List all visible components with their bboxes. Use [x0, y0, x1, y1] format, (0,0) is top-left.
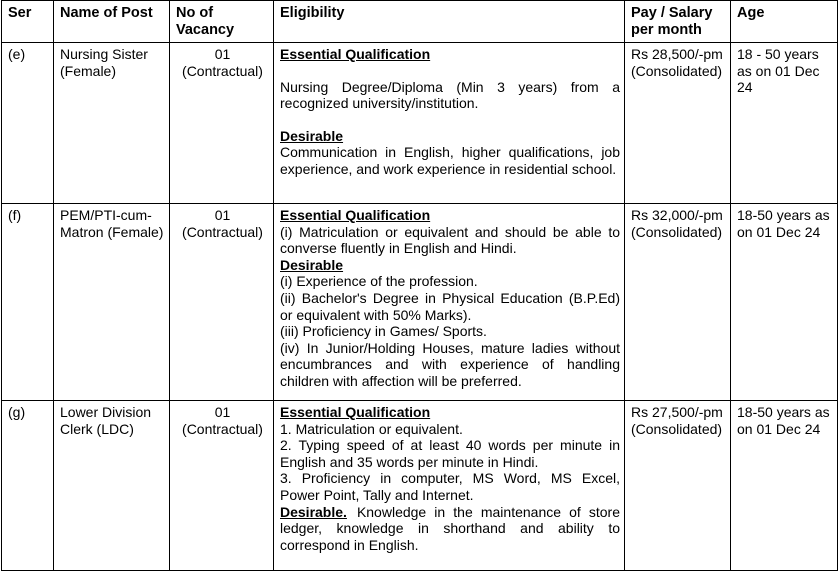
cell-post: PEM/PTI-cum-Matron (Female): [54, 204, 170, 401]
vacancy-type: (Contractual): [182, 62, 263, 79]
cell-pay: [625, 43, 731, 204]
cell-post: Lower Division Clerk (LDC): [54, 401, 170, 571]
header-vacancy: No of Vacancy: [170, 1, 274, 43]
essential-heading: Essential Qualification: [280, 46, 431, 62]
vacancy-count: 01: [214, 207, 231, 223]
essential-item: 3. Proficiency in computer, MS Word, MS Excel, Power Point, Tally and Internet.: [280, 470, 620, 503]
cell-eligibility: [274, 43, 625, 204]
cell-eligibility: [274, 401, 625, 571]
vacancy-type: (Contractual): [182, 420, 263, 437]
table-header-row: [2, 1, 838, 43]
vacancy-table: [1, 0, 838, 571]
cell-age: 18-50 years as on 01 Dec 24: [731, 401, 838, 571]
cell-ser: (f): [2, 204, 54, 401]
cell-vacancy: [170, 401, 274, 571]
desirable-heading: Desirable: [280, 127, 344, 144]
table-row: [2, 401, 838, 571]
pay-note: (Consolidated): [631, 223, 723, 240]
vacancy-count: 01: [214, 46, 231, 62]
desirable-heading: Desirable: [280, 256, 344, 273]
essential-text: Nursing Degree/Diploma (Min 3 years) from a recognized university/institution.: [280, 78, 620, 112]
cell-age: 18 - 50 years as on 01 Dec 24: [731, 43, 838, 204]
essential-item: 2. Typing speed of at least 40 words per minute in English and 35 words per minute in Hindi.: [280, 437, 620, 470]
cell-vacancy: [170, 43, 274, 204]
vacancy-type: (Contractual): [182, 223, 263, 240]
desirable-item: (iv) In Junior/Holding Houses, mature ladies without encumbrances and with experience of handling children with affection will be preferred.: [280, 339, 620, 389]
cell-ser: (g): [2, 401, 54, 571]
essential-heading: Essential Qualification: [280, 207, 431, 223]
header-post: Name of Post: [54, 1, 170, 43]
header-pay: Pay / Salary per month: [625, 1, 731, 43]
desirable-block: [280, 504, 620, 554]
pay-amount: Rs 28,500/-pm: [631, 46, 723, 62]
pay-note: (Consolidated): [631, 62, 723, 79]
pay-amount: Rs 32,000/-pm: [631, 207, 723, 223]
desirable-item: (i) Experience of the profession.: [280, 273, 478, 290]
essential-item: 1. Matriculation or equivalent.: [280, 420, 463, 437]
desirable-text: Knowledge in the maintenance of store ledger, knowledge in shorthand and ability to correspond in English.: [280, 503, 620, 553]
table-row: [2, 43, 838, 204]
header-ser: Ser: [2, 1, 54, 43]
cell-vacancy: [170, 204, 274, 401]
cell-ser: (e): [2, 43, 54, 204]
pay-amount: Rs 27,500/-pm: [631, 404, 723, 420]
header-eligibility: Eligibility: [274, 1, 625, 43]
essential-heading: Essential Qualification: [280, 404, 431, 420]
pay-note: (Consolidated): [631, 420, 723, 437]
cell-post: Nursing Sister (Female): [54, 43, 170, 204]
essential-item: (i) Matriculation or equivalent and should be able to converse fluently in English and Hindi.: [280, 223, 620, 257]
vacancy-count: 01: [214, 404, 231, 420]
desirable-item: (ii) Bachelor's Degree in Physical Education (B.P.Ed) or equivalent with 50% Marks).: [280, 289, 620, 323]
header-age: Age: [731, 1, 838, 43]
desirable-heading: Desirable.: [280, 503, 347, 520]
cell-pay: [625, 401, 731, 571]
desirable-text: Communication in English, higher qualifications, job experience, and work experience in residential school.: [280, 144, 620, 177]
desirable-item: (iii) Proficiency in Games/ Sports.: [280, 323, 487, 340]
table-row: [2, 204, 838, 401]
cell-eligibility: [274, 204, 625, 401]
cell-pay: [625, 204, 731, 401]
cell-age: 18-50 years as on 01 Dec 24: [731, 204, 838, 401]
